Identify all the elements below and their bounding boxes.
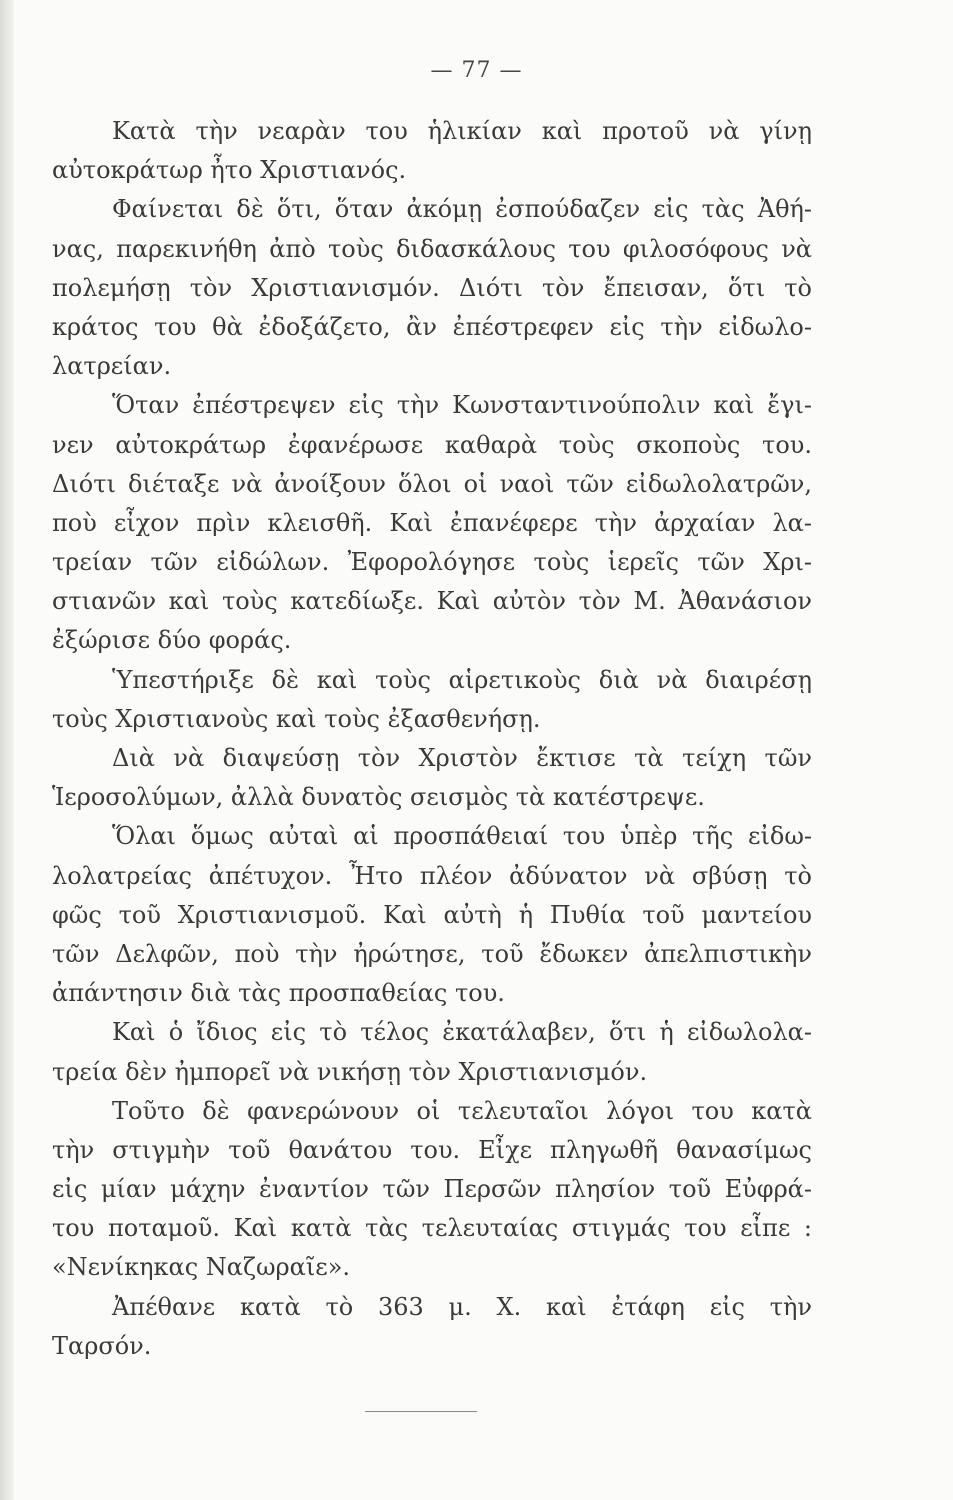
text-line: Διὰ νὰ διαψεύσῃ τὸν Χριστὸν ἔκτισε τὰ τείχη τῶν	[112, 744, 812, 772]
text-line: τὴν στιγμὴν τοῦ θανάτου του. Εἶχε πληγωθῆ θανασίμως	[52, 1135, 812, 1164]
text-line: ἐξώρισε δύο φοράς.	[52, 626, 292, 655]
text-line: φῶς τοῦ Χριστιανισμοῦ. Καὶ αὐτὴ ἡ Πυθία τοῦ μαντείου	[52, 900, 812, 929]
text-line: Καὶ ὁ ἴδιος εἰς τὸ τέλος ἐκατάλαβεν, ὅτι ἡ εἰδωλολα-	[112, 1018, 812, 1047]
text-line: Διότι διέταξε νὰ ἀνοίξουν ὅλοι οἱ ναοὶ τῶν εἰδωλολατρῶν,	[52, 469, 812, 498]
text-line: κράτος του θὰ ἐδοξάζετο, ἂν ἐπέστρεφεν εἰς τὴν εἰδωλο-	[52, 312, 812, 341]
text-line: Κατὰ τὴν νεαρὰν του ἡλικίαν καὶ προτοῦ νὰ γίνῃ	[112, 117, 812, 145]
text-line: Ἀπέθανε κατὰ τὸ 363 μ. Χ. καὶ ἐτάφη εἰς τὴν	[112, 1292, 812, 1321]
text-line: Ὅλαι ὅμως αὐταὶ αἱ προσπάθειαί του ὑπὲρ τῆς εἰδω-	[112, 822, 812, 851]
text-line: Ὑπεστήριξε δὲ καὶ τοὺς αἱρετικοὺς διὰ νὰ διαιρέσῃ	[112, 665, 812, 694]
text-line: τρεία δὲν ἠμπορεῖ νὰ νικήσῃ τὸν Χριστιανισμόν.	[52, 1057, 648, 1086]
text-line: τῶν Δελφῶν, ποὺ τὴν ἠρώτησε, τοῦ ἔδωκεν ἀπελπιστικὴν	[52, 939, 812, 968]
text-line: Ὅταν ἐπέστρεψεν εἰς τὴν Κωνσταντινούπολιν καὶ ἔγι-	[112, 391, 812, 420]
text-line: τρείαν τῶν εἰδώλων. Ἐφορολόγησε τοὺς ἱερεῖς τῶν Χρι-	[52, 548, 812, 577]
text-line: Τοῦτο δὲ φανερώνουν οἱ τελευταῖοι λόγοι του κατὰ	[112, 1096, 812, 1125]
text-line: «Νενίκηκας Ναζωραῖε».	[52, 1253, 351, 1282]
text-line: ποὺ εἶχον πρὶν κλεισθῆ. Καὶ ἐπανέφερε τὴν ἀρχαίαν λα-	[52, 508, 812, 537]
page-spine-shadow	[0, 0, 14, 1500]
text-line: τοὺς Χριστιανοὺς καὶ τοὺς ἐξασθενήσῃ.	[52, 704, 541, 733]
text-line: αὐτοκράτωρ ἦτο Χριστιανός.	[52, 156, 407, 185]
text-line: λατρείαν.	[52, 352, 172, 381]
page-number: — 77 —	[430, 58, 523, 83]
text-line: νας, παρεκινήθη ἀπὸ τοὺς διδασκάλους του φιλοσόφους νὰ	[52, 234, 812, 263]
text-line: του ποταμοῦ. Καὶ κατὰ τὰς τελευταίας στιγμάς του εἶπε :	[52, 1214, 812, 1243]
text-line: νεν αὐτοκράτωρ ἐφανέρωσε καθαρὰ τοὺς σκοποὺς του.	[52, 430, 812, 459]
text-line: ἀπάντησιν διὰ τὰς προσπαθείας του.	[52, 979, 505, 1008]
text-line: λολατρείας ἀπέτυχον. Ἦτο πλέον ἀδύνατον νὰ σβύσῃ τὸ	[52, 861, 812, 890]
text-line: πολεμήσῃ τὸν Χριστιανισμόν. Διότι τὸν ἔπεισαν, ὅτι τὸ	[52, 273, 812, 302]
body-text	[52, 112, 812, 1366]
bottom-rule	[365, 1411, 477, 1412]
text-line: Φαίνεται δὲ ὅτι, ὅταν ἀκόμῃ ἐσπούδαζεν εἰς τὰς Ἀθή-	[112, 195, 812, 224]
text-line: εἰς μίαν μάχην ἐναντίον τῶν Περσῶν πλησίον τοῦ Εὐφρά-	[52, 1175, 812, 1204]
text-line: Ἱεροσολύμων, ἀλλὰ δυνατὸς σεισμὸς τὰ κατέστρεψε.	[52, 783, 705, 812]
text-line: στιανῶν καὶ τοὺς κατεδίωξε. Καὶ αὐτὸν τὸν Μ. Ἀθανάσιον	[52, 587, 812, 616]
text-line: Ταρσόν.	[52, 1331, 152, 1360]
